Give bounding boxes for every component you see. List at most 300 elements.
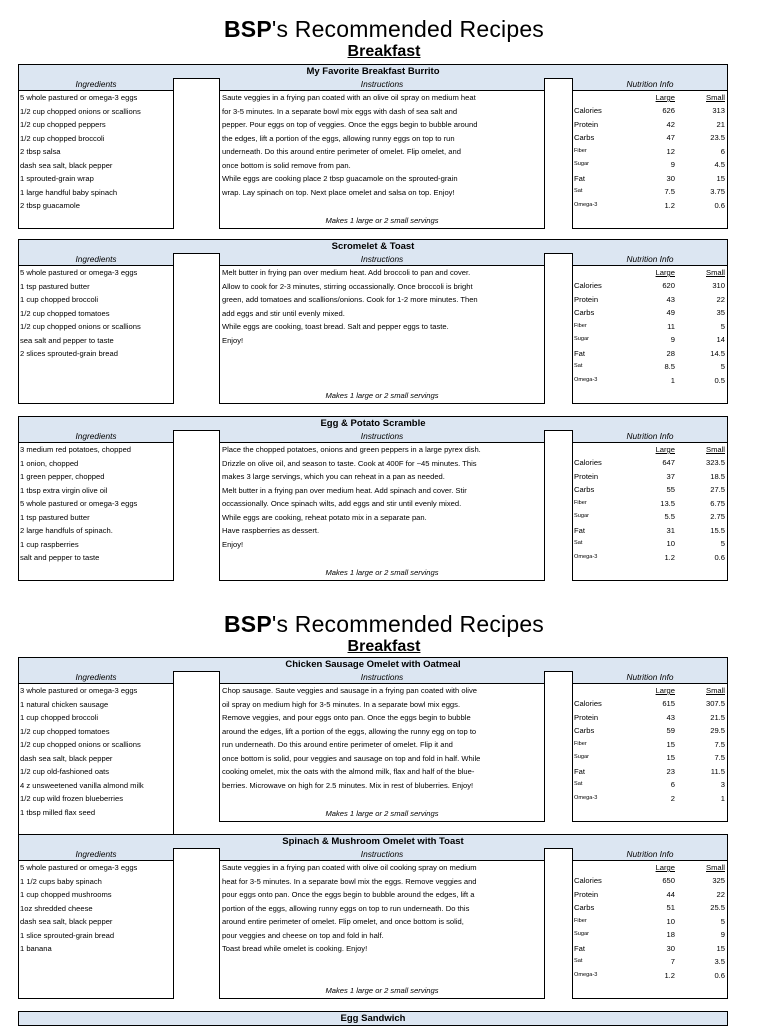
small-column-label: Small [706,445,725,454]
ingredient-item: 2 large handfuls of spinach. [20,526,113,535]
nutrient-label: Fat [574,173,585,183]
nutrient-large-value: 55 [666,485,675,494]
instruction-line: Saute veggies in a frying pan coated with olive oil cooking spray on medium [222,863,477,872]
nutrient-label: Sat [574,363,583,369]
nutrient-large-value: 9 [670,160,675,169]
ingredient-item: 1 large handful baby spinach [20,187,118,197]
nutrient-large-value: 1.2 [664,200,675,210]
ingredient-item: 1 cup raspberries [20,539,79,549]
nutrient-label: Calories [574,106,602,115]
nutrition-row [573,199,727,213]
nutrient-label: Carbs [574,308,595,317]
ingredient-item: dash sea salt, black pepper [20,753,113,763]
nutrient-large-value: 15 [666,753,675,762]
nutrient-large-value: 2 [670,793,675,803]
nutrient-label: Carbs [574,133,595,142]
ingredient-item: 4 z unsweetened vanilla almond milk [20,780,144,790]
instruction-line: Enjoy! [222,335,244,345]
nutrition-row [573,347,727,361]
nutrient-large-value: 11 [667,321,675,331]
nutrient-large-value: 8.5 [664,362,675,371]
ingredient-item: 1 tbsp milled flax seed [20,807,96,817]
page-subtitle: Breakfast [347,43,421,60]
nutrition-row [573,131,727,145]
recipe-title: My Favorite Breakfast Burrito [18,64,728,79]
ingredient-item: 3 whole pastured or omega-3 eggs [20,686,138,695]
ingredient-item: 1 cup chopped mushrooms [20,890,112,899]
nutrition-row [573,470,727,484]
ingredient-item: 1 tsp pastured butter [20,281,90,291]
nutrition-header: Nutrition Info [573,848,727,861]
nutrition-row [573,765,727,779]
ingredient-item: 2 tbsp guacamole [20,201,80,210]
nutrient-small-value: 1 [720,793,725,803]
instruction-line: Drizzle on olive oil, and season to taste. Cook at 400F for ~45 minutes. This [222,458,477,468]
instructions-column [219,671,545,822]
nutrition-row [573,915,727,929]
instruction-line: Remove veggies, and pour eggs onto pan. Once the eggs begin to bubble [222,713,471,722]
nutrition-row [573,145,727,159]
nutrient-large-value: 1.2 [664,970,675,980]
instruction-line: occassionally. Once spinach wilts, add eggs and stir until evenly mixed. [222,499,462,508]
instruction-line: Enjoy! [222,539,244,549]
ingredients-header: Ingredients [19,848,173,861]
nutrient-label: Omega-3 [574,794,598,801]
ingredient-item: 1/2 cup chopped broccoli [20,133,105,143]
nutrient-label: Fiber [574,740,587,747]
nutrition-row [573,942,727,956]
nutrient-small-value: 11.5 [710,766,725,776]
nutrient-large-value: 626 [662,106,675,115]
nutrient-large-value: 7.5 [664,187,675,196]
nutrition-row [573,306,727,320]
nutrient-large-value: 23 [666,766,675,776]
nutrient-large-value: 10 [666,916,675,926]
nutrient-label: Fat [574,943,585,953]
page-title [0,611,768,638]
instruction-line: While eggs are cooking, toast bread. Salt and pepper eggs to taste. [222,322,449,331]
nutrient-large-value: 59 [666,726,675,735]
nutrition-row [573,724,727,738]
nutrition-size-header [573,443,727,456]
instruction-line: wrap. Lay spinach on top. Next place omelet and salsa on top. Enjoy! [222,187,455,197]
recipe-title: Spinach & Mushroom Omelet with Toast [18,834,728,849]
nutrition-size-header [573,861,727,874]
nutrition-row [573,874,727,888]
nutrient-large-value: 615 [662,699,675,708]
nutrient-label: Sugar [574,161,589,167]
instruction-line: underneath. Do this around entire perimeter of omelet. Flip omelet, and [222,147,461,156]
nutrient-label: Sat [574,781,583,787]
nutrition-row [573,185,727,199]
ingredient-item: 1/2 cup chopped peppers [20,120,106,129]
nutrient-label: Calories [574,281,602,290]
ingredient-item: 1 onion, chopped [20,458,79,468]
nutrient-small-value: 9 [720,930,725,939]
nutrition-column [572,430,728,581]
instructions-header: Instructions [220,671,544,684]
recipe-block [18,657,728,818]
nutrition-row [573,888,727,902]
instruction-line: portion of the eggs, allowing runny eggs on top to run underneath. Do this [222,903,470,913]
nutrient-label: Fiber [574,147,587,154]
nutrient-small-value: 307.5 [705,699,725,708]
nutrition-row [573,333,727,347]
ingredient-item: 1 cup chopped broccoli [20,713,99,722]
ingredients-header: Ingredients [19,78,173,91]
nutrient-large-value: 620 [662,281,675,290]
page-subtitle: Breakfast [347,638,421,655]
nutrient-label: Omega-3 [574,553,598,560]
nutrient-small-value: 310 [712,281,725,290]
nutrient-small-value: 15 [716,943,725,953]
recipe-title: Egg & Potato Scramble [18,416,728,431]
nutrition-header: Nutrition Info [573,430,727,443]
nutrient-label: Sugar [574,754,589,760]
instruction-line: once bottom is solid remove from pan. [222,160,351,170]
small-column-label: Small [706,268,725,277]
recipe-block [18,416,728,577]
nutrition-column [572,78,728,229]
ingredient-item: 1/2 cup chopped onions or scallions [20,740,141,749]
nutrient-large-value: 13.5 [660,498,675,508]
servings-note: Makes 1 large or 2 small servings [325,809,439,818]
ingredient-item: salt and pepper to taste [20,553,100,562]
large-column-label: Large [655,93,675,102]
nutrition-row [573,172,727,186]
servings-note: Makes 1 large or 2 small servings [325,986,439,995]
instruction-line: around the edges, lift a portion of the eggs, allowing the runny egg on top to [222,726,477,736]
instruction-line: run underneath. Do this around entire perimeter of omelet. Flip it and [222,740,453,749]
nutrient-small-value: 21 [716,119,725,129]
nutrient-small-value: 2.75 [710,512,725,521]
nutrient-large-value: 37 [666,471,675,481]
page-title [0,16,768,43]
ingredient-item: dash sea salt, black pepper [20,160,113,170]
nutrition-row [573,901,727,915]
ingredient-item: 2 tbsp salsa [20,147,61,156]
nutrient-small-value: 22 [716,889,725,899]
nutrient-small-value: 3.75 [710,187,725,196]
nutrient-large-value: 1 [670,375,675,385]
instructions-header: Instructions [220,78,544,91]
recipe-block [18,64,728,225]
instruction-line: Saute veggies in a frying pan coated with an olive oil spray on medium heat [222,93,476,102]
nutrient-label: Sugar [574,336,589,342]
nutrient-small-value: 7.5 [714,739,725,749]
nutrient-small-value: 5 [720,539,725,548]
instructions-header: Instructions [220,848,544,861]
ingredients-column [18,848,174,999]
nutrient-label: Sat [574,188,583,194]
nutrient-large-value: 1.2 [664,552,675,562]
nutrient-small-value: 6.75 [710,498,725,508]
nutrient-large-value: 10 [666,539,675,548]
instruction-line: berries. Microwave on high for 2.5 minutes. Mix in rest of bluberries. Enjoy! [222,780,474,790]
nutrition-row [573,524,727,538]
ingredient-item: 1 banana [20,944,52,953]
ingredient-item: 5 whole pastured or omega-3 eggs [20,499,138,508]
nutrient-label: Fiber [574,322,587,329]
nutrient-label: Sugar [574,513,589,519]
nutrition-row [573,158,727,172]
page-title-brand: BSP [223,611,272,637]
ingredients-column [18,671,174,836]
nutrient-large-value: 49 [666,308,675,317]
ingredient-item: 1 tbsp extra virgin olive oil [20,485,108,495]
nutrient-large-value: 6 [670,780,675,789]
ingredient-item: 5 whole pastured or omega-3 eggs [20,93,138,102]
large-column-label: Large [655,686,675,695]
instruction-line: cooking omelet, mix the oats with the almond milk, flax and half of the blue- [222,767,475,776]
instructions-header: Instructions [220,253,544,266]
nutrient-large-value: 44 [666,889,675,899]
nutrition-row [573,955,727,969]
instruction-line: pour veggies and cheese on top and fold in half. [222,930,384,940]
nutrition-header: Nutrition Info [573,671,727,684]
nutrient-label: Calories [574,699,602,708]
instruction-line: Toast bread while omelet is cooking. Enjoy! [222,944,368,953]
nutrient-small-value: 15.5 [710,525,725,535]
nutrient-small-value: 25.5 [710,903,725,912]
nutrient-large-value: 43 [666,712,675,722]
nutrition-row [573,969,727,983]
instruction-line: for 3-5 minutes. In a separate bowl mix eggs with dash of sea salt and [222,106,458,116]
nutrient-large-value: 28 [666,348,675,358]
ingredient-item: 1/2 cup old-fashioned oats [20,767,110,776]
nutrient-label: Omega-3 [574,971,598,978]
ingredient-item: 1 sprouted-grain wrap [20,174,94,183]
nutrition-row [573,751,727,765]
nutrient-label: Fat [574,348,585,358]
nutrition-column [572,253,728,404]
ingredient-item: 5 whole pastured or omega-3 eggs [20,268,138,277]
recipe-title: Egg Sandwich [18,1011,728,1026]
nutrition-row [573,279,727,293]
instructions-column [219,430,545,581]
nutrient-small-value: 21.5 [710,712,725,722]
nutrient-small-value: 3.5 [714,957,725,966]
instruction-line: makes 3 large servings, which you can reheat in a pan as needed. [222,472,445,481]
small-column-label: Small [706,93,725,102]
nutrient-small-value: 18.5 [710,471,725,481]
nutrition-row [573,510,727,524]
nutrition-size-header [573,266,727,279]
nutrient-label: Sat [574,540,583,546]
ingredients-column [18,430,174,581]
nutrition-row [573,118,727,132]
nutrient-small-value: 325 [712,876,725,885]
nutrient-small-value: 35 [716,308,725,317]
nutrient-large-value: 47 [666,133,675,142]
nutrient-label: Carbs [574,903,595,912]
ingredient-item: 1 1/2 cups baby spinach [20,876,102,886]
ingredient-item: 5 whole pastured or omega-3 eggs [20,863,138,872]
nutrient-large-value: 18 [666,930,675,939]
instruction-line: Have raspberries as dessert. [222,526,320,535]
nutrient-label: Calories [574,876,602,885]
nutrition-row [573,497,727,511]
nutrient-label: Protein [574,712,599,722]
nutrition-row [573,320,727,334]
nutrient-large-value: 12 [666,146,675,156]
small-column-label: Small [706,686,725,695]
nutrition-row [573,778,727,792]
instruction-line: green, add tomatoes and scallions/onions. Cook for 1-2 more minutes. Then [222,295,478,304]
ingredient-item: 1 cup chopped broccoli [20,295,99,304]
ingredient-item: 1 natural chicken sausage [20,699,109,709]
ingredient-item: 1/2 cup chopped onions or scallions [20,106,141,116]
ingredient-item: 1/2 cup chopped onions or scallions [20,322,141,331]
instruction-line: pepper. Pour eggs on top of veggies. Once the eggs begin to bubble around [222,120,478,129]
nutrient-large-value: 30 [666,173,675,183]
nutrient-label: Fat [574,766,585,776]
page-title-text: 's Recommended Recipes [271,611,545,637]
nutrient-small-value: 15 [716,173,725,183]
ingredient-item: 1/2 cup wild frozen blueberries [20,794,123,803]
servings-note: Makes 1 large or 2 small servings [325,568,439,577]
ingredient-item: 2 slices sprouted-grain bread [20,349,118,358]
nutrient-small-value: 313 [712,106,725,115]
nutrition-row [573,293,727,307]
nutrition-size-header [573,684,727,697]
nutrient-label: Protein [574,119,599,129]
nutrient-label: Omega-3 [574,376,598,383]
nutrient-label: Calories [574,458,602,467]
nutrition-row [573,456,727,470]
nutrient-small-value: 3 [720,780,725,789]
large-column-label: Large [655,863,675,872]
recipe-title: Chicken Sausage Omelet with Oatmeal [18,657,728,672]
instruction-line: heat for 3-5 minutes. In a separate bowl mix the eggs. Remove veggies and [222,876,477,886]
nutrient-large-value: 9 [670,335,675,344]
nutrient-small-value: 0.6 [714,970,725,980]
recipe-block [18,834,728,995]
instruction-line: Place the chopped potatoes, onions and green peppers in a large pyrex dish. [222,445,481,454]
page-title-text: 's Recommended Recipes [271,16,545,42]
nutrient-label: Carbs [574,485,595,494]
nutrient-label: Carbs [574,726,595,735]
nutrient-small-value: 0.5 [714,375,725,385]
recipe-block [18,239,728,400]
nutrition-row [573,738,727,752]
nutrient-label: Sugar [574,931,589,937]
nutrition-row [573,792,727,806]
nutrition-header: Nutrition Info [573,78,727,91]
nutrition-row [573,928,727,942]
nutrient-small-value: 4.5 [714,160,725,169]
nutrient-large-value: 650 [662,876,675,885]
nutrition-row [573,537,727,551]
nutrient-small-value: 323.5 [705,458,725,467]
nutrition-row [573,360,727,374]
page-title-brand: BSP [223,16,272,42]
nutrient-small-value: 5 [720,362,725,371]
instruction-line: While eggs are cooking, reheat potato mix in a separate pan. [222,512,427,522]
ingredients-header: Ingredients [19,671,173,684]
nutrient-small-value: 6 [720,146,725,156]
nutrient-large-value: 7 [670,957,675,966]
ingredient-item: 1 tsp pastured butter [20,512,90,522]
ingredient-item: 1oz shredded cheese [20,903,93,913]
nutrient-small-value: 29.5 [710,726,725,735]
instructions-column [219,848,545,999]
ingredients-column [18,253,174,404]
nutrient-small-value: 0.6 [714,552,725,562]
nutrient-large-value: 51 [666,903,675,912]
instruction-line: Allow to cook for 2-3 minutes, stirring occassionally. Once broccoli is bright [222,281,473,291]
servings-note: Makes 1 large or 2 small servings [325,216,439,225]
instruction-line: While eggs are cooking place 2 tbsp guacamole on the sprouted-grain [222,174,458,183]
ingredient-item: 1/2 cup chopped tomatoes [20,308,110,318]
nutrient-small-value: 23.5 [710,133,725,142]
nutrition-row [573,697,727,711]
ingredient-item: 3 medium red potatoes, chopped [20,445,132,454]
small-column-label: Small [706,863,725,872]
nutrition-row [573,374,727,388]
instruction-line: oil spray on medium high for 3-5 minutes. In a separate bowl mix eggs. [222,699,461,709]
nutrient-label: Omega-3 [574,201,598,208]
ingredients-header: Ingredients [19,253,173,266]
instruction-line: pour eggs onto pan. Once the eggs begin to bubble around the edges, lift a [222,890,475,899]
nutrition-column [572,671,728,822]
instructions-header: Instructions [220,430,544,443]
nutrient-label: Protein [574,889,599,899]
ingredient-item: 1 green pepper, chopped [20,472,105,481]
instruction-line: Chop sausage. Saute veggies and sausage in a frying pan coated with olive [222,686,477,695]
nutrition-row [573,483,727,497]
nutrient-small-value: 5 [720,321,725,331]
nutrient-small-value: 7.5 [714,753,725,762]
nutrient-label: Fiber [574,499,587,506]
instructions-column [219,78,545,229]
instruction-line: the edges, lift a portion of the eggs, allowing runny eggs on top to run [222,133,455,143]
instruction-line: Melt butter in a frying pan over medium heat. Add spinach and cover. Stir [222,485,467,495]
nutrition-row [573,104,727,118]
instruction-line: around entire perimeter of omelet. Flip omelet, and once bottom is solid, [222,917,464,926]
recipe-title: Scromelet & Toast [18,239,728,254]
instruction-line: Melt butter in frying pan over medium heat. Add broccoli to pan and cover. [222,268,471,277]
nutrient-large-value: 43 [666,294,675,304]
nutrient-large-value: 42 [666,119,675,129]
instruction-line: once bottom is solid, pour veggies and sausage on top and fold in half. While [222,753,481,763]
nutrient-small-value: 27.5 [710,485,725,494]
instruction-line: add eggs and stir until evenly mixed. [222,308,345,318]
nutrient-label: Fat [574,525,585,535]
nutrient-large-value: 31 [666,525,675,535]
nutrition-size-header [573,91,727,104]
nutrition-row [573,711,727,725]
nutrient-large-value: 647 [662,458,675,467]
large-column-label: Large [655,445,675,454]
ingredients-header: Ingredients [19,430,173,443]
nutrient-label: Protein [574,471,599,481]
nutrient-label: Fiber [574,917,587,924]
servings-note: Makes 1 large or 2 small servings [325,391,439,400]
nutrient-label: Protein [574,294,599,304]
instructions-column [219,253,545,404]
nutrient-label: Sat [574,958,583,964]
nutrient-small-value: 14.5 [710,348,725,358]
nutrition-column [572,848,728,999]
ingredient-item: dash sea salt, black pepper [20,917,113,926]
nutrient-large-value: 30 [666,943,675,953]
nutrient-small-value: 0.6 [714,200,725,210]
ingredients-column [18,78,174,229]
ingredient-item: 1 slice sprouted-grain bread [20,930,115,940]
nutrient-large-value: 15 [666,739,675,749]
ingredient-item: sea salt and pepper to taste [20,335,114,345]
